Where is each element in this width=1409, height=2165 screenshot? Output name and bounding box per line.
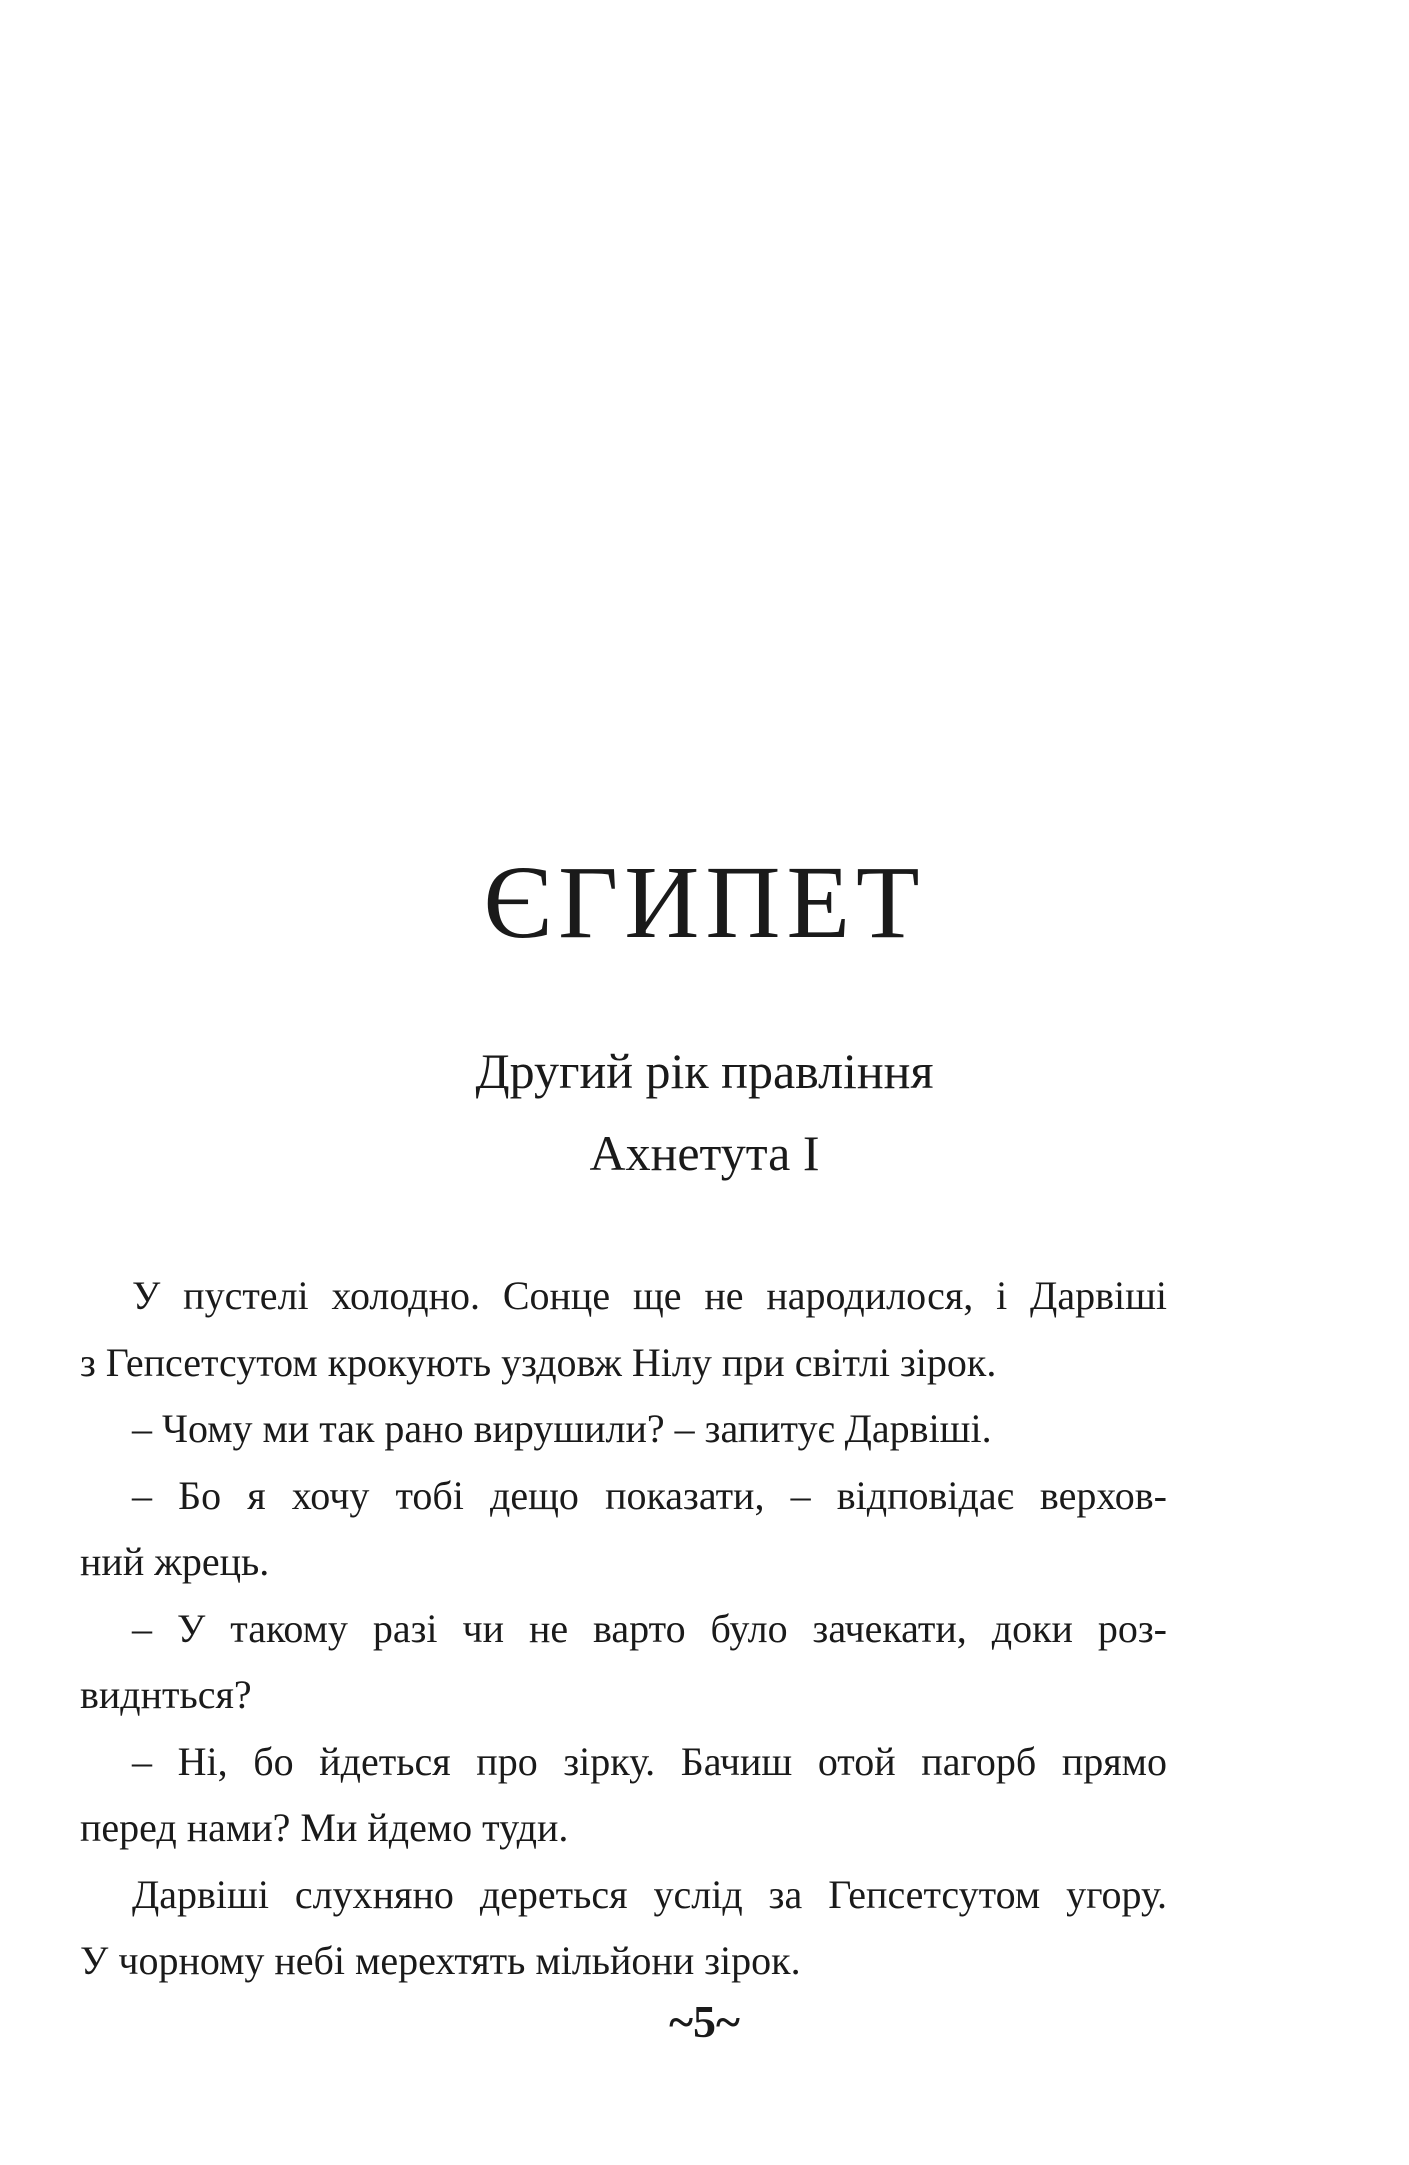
page-number: ~5~ [669,1996,740,2047]
chapter-title: ЄГИПЕТ [483,845,926,960]
body-text [80,1263,1167,1995]
text-line: з Гепсетсутом крокують уздовж Нілу при світлі зірок. [80,1339,997,1385]
text-line: У пустелі холодно. Сонце ще не народилося, і Дарвіші [132,1273,1167,1318]
subtitle-line-2: Ахнетута І [589,1125,820,1181]
text-line: – Ні, бо йдеться про зірку. Бачиш отой пагорб прямо [132,1738,1167,1784]
subtitle-line-1: Другий рік правління [475,1043,934,1099]
chapter-subtitle [0,1030,1409,1194]
text-line: – У такому разі чи не варто було зачекати, доки роз- [132,1605,1167,1651]
text-line: У чорному небі мерехтять мільйони зірок. [80,1938,801,1983]
text-line: виднться? [80,1672,252,1717]
text-line: перед нами? Ми йдемо туди. [80,1805,569,1850]
text-line: Дарвіші слухняно дереться услід за Гепсетсутом угору. [132,1871,1167,1917]
text-line: ний жрець. [80,1539,270,1584]
text-line: – Чому ми так рано вирушили? – запитує Дарвіші. [132,1406,992,1451]
text-line: – Бо я хочу тобі дещо показати, – відповідає верхов- [132,1472,1167,1518]
